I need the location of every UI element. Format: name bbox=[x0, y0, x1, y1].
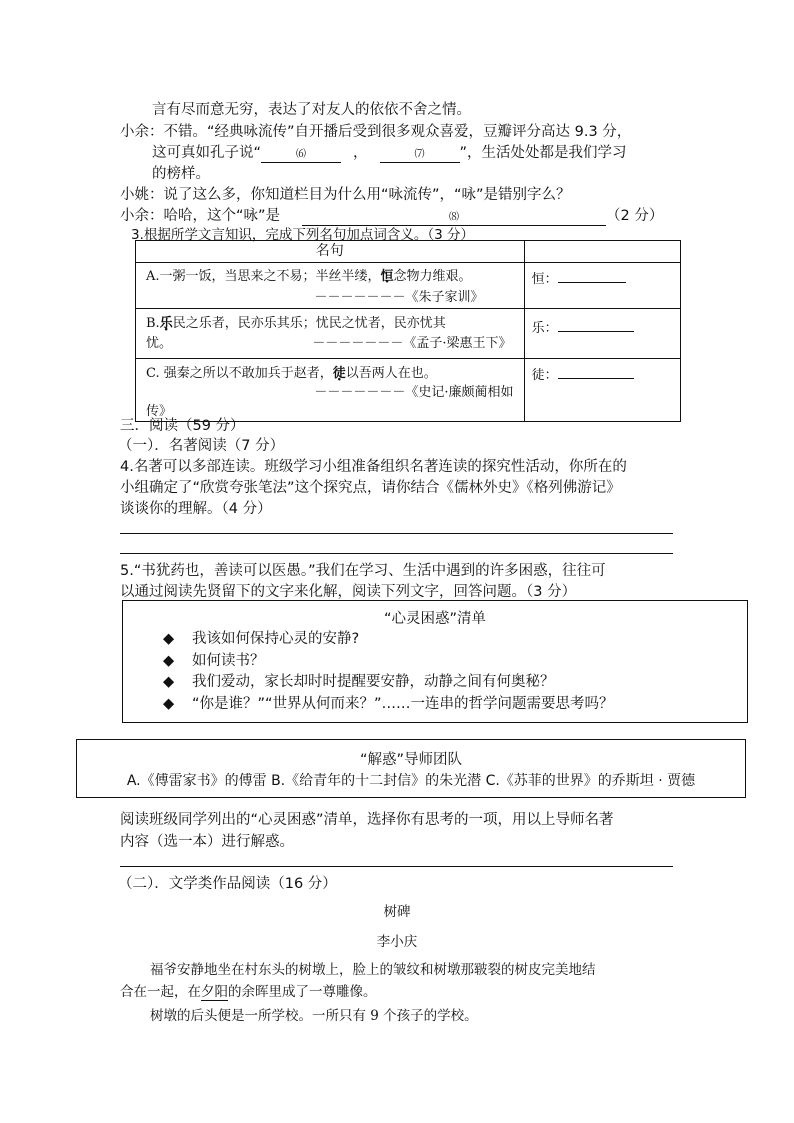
story-title: 树碑 bbox=[383, 904, 411, 920]
underlined-word: 夕阳 bbox=[201, 984, 228, 1000]
answer-cell bbox=[524, 263, 680, 309]
diamond-bullet-icon: ◆ bbox=[163, 674, 175, 690]
answer-cell bbox=[524, 309, 680, 359]
question-5-task: 阅读班级同学列出的“心灵困惑”清单，选择你有思考的一项，用以上导师名著 bbox=[120, 812, 614, 828]
question-3-table bbox=[135, 240, 681, 422]
section-heading: 三．阅读（59 分） bbox=[120, 418, 245, 434]
list-item bbox=[163, 629, 614, 651]
answer-blank-6[interactable]: ⑹ bbox=[261, 148, 341, 163]
table-row bbox=[136, 263, 525, 309]
text-fragment: 小余：哈哈，这个“咏”是 bbox=[120, 208, 281, 224]
quote-text: A.一粥一饭，当思来之不易；半丝半缕， bbox=[146, 269, 381, 284]
quote-source-cont: 传》 bbox=[146, 404, 173, 419]
question-3-title: 3.根据所学文言知识，完成下列名句加点词含义。（3 分） bbox=[131, 227, 475, 243]
list-item-text: 如何读书？ bbox=[192, 652, 265, 669]
diamond-bullet-icon: ◆ bbox=[163, 631, 175, 647]
list-item bbox=[163, 694, 614, 716]
dotted-word: 乐 bbox=[159, 316, 173, 331]
quote-source: －－－－－－－《孟子·梁惠王下》 bbox=[312, 336, 512, 351]
quote-source: －－－－－－－《史记·廉颇蔺相如 bbox=[314, 385, 514, 400]
answer-blank-7[interactable]: ⑺ bbox=[380, 148, 460, 163]
answer-line[interactable] bbox=[120, 533, 673, 534]
quote-text: 以吾两人在也。 bbox=[345, 366, 437, 381]
story-paragraph: 福爷安静地坐在村东头的树墩上，脸上的皱纹和树墩那皲裂的树皮完美地结 bbox=[150, 962, 596, 978]
quote-text: B. bbox=[146, 316, 160, 331]
text-fragment: 这可真如孔子说“ bbox=[152, 145, 262, 161]
box-title: “心灵困惑”清单 bbox=[383, 611, 487, 627]
dotted-word: 徒 bbox=[332, 366, 346, 381]
text-line: 的榜样。 bbox=[152, 166, 210, 182]
table-header: 名句 bbox=[136, 241, 525, 263]
answer-line[interactable] bbox=[120, 553, 673, 554]
text-fragment: 合在一起，在 bbox=[120, 984, 201, 1000]
table-row bbox=[136, 309, 525, 359]
answer-cell bbox=[524, 359, 680, 422]
answer-label: 徒： bbox=[531, 368, 558, 383]
diamond-bullet-icon: ◆ bbox=[163, 652, 175, 669]
dialogue-xiaoyu-1: 小余：不错。“经典咏流传”自开播后受到很多观众喜爱，豆瓣评分高达 9.3 分， bbox=[120, 124, 632, 140]
box-title: “解惑”导师团队 bbox=[359, 752, 463, 768]
story-author: 李小庆 bbox=[376, 934, 418, 950]
text-fragment: 的余晖里成了一尊雕像。 bbox=[228, 984, 377, 1000]
question-5-task: 内容（选一本）进行解惑。 bbox=[120, 834, 294, 850]
question-4: 4.名著可以多部连读。班级学习小组准备组织名著连读的探究性活动，你所在的 bbox=[120, 459, 627, 475]
subsection-heading: （二）．文学类作品阅读（16 分） bbox=[118, 876, 337, 892]
story-paragraph: 树墩的后头便是一所学校。一所只有 9 个孩子的学校。 bbox=[150, 1008, 478, 1024]
quote-text: C. 强秦之所以不敢加兵于赵者， bbox=[146, 366, 333, 381]
quote-text: 民之乐者，民亦乐其乐；忧民之忧者，民亦忧其 bbox=[172, 316, 446, 331]
quote-source: －－－－－－－《朱子家训》 bbox=[314, 290, 484, 305]
answer-label: 乐： bbox=[531, 321, 558, 336]
question-4: 小组确定了“欣赏夸张笔法”这个探究点，请你结合《儒林外史》《格列佛游记》 bbox=[120, 480, 621, 496]
answer-blank[interactable] bbox=[558, 282, 626, 283]
mentor-team-box bbox=[76, 739, 746, 798]
list-item-text: “你是谁？”“世界从何而来？”……一连串的哲学问题需要思考吗？ bbox=[192, 695, 614, 712]
confusion-list-box bbox=[122, 600, 748, 723]
question-5: 以通过阅读先贤留下的文字来化解，阅读下列文字，回答问题。（3 分） bbox=[120, 584, 577, 600]
answer-line[interactable] bbox=[120, 866, 673, 867]
text-fragment: （2 分） bbox=[606, 208, 664, 224]
answer-blank[interactable] bbox=[558, 331, 634, 332]
list-item-text: 我该如何保持心灵的安静? bbox=[192, 631, 360, 647]
list-item bbox=[163, 651, 614, 673]
text-fragment: ”，生活处处都是我们学习 bbox=[459, 145, 627, 161]
dialogue-xiaoyu-1b bbox=[152, 141, 627, 163]
list-item-text: 我们爱动，家长却时时提醒要安静，动静之间有何奥秘？ bbox=[192, 674, 555, 690]
table-header-empty bbox=[524, 241, 680, 263]
answer-blank[interactable] bbox=[558, 378, 634, 379]
quote-text: 忧。 bbox=[146, 336, 173, 351]
mentor-list: A.《傅雷家书》的傅雷 B.《给青年的十二封信》的朱光潜 C.《苏菲的世界》的乔斯坦 · 贾德 bbox=[126, 773, 696, 789]
table-row bbox=[136, 359, 525, 422]
answer-blank-8[interactable]: ⑻ bbox=[302, 211, 606, 226]
subsection-heading: （一）．名著阅读（7 分） bbox=[118, 438, 285, 454]
dialogue-xiaoyao: 小姚：说了这么多，你知道栏目为什么用“咏流传”，“咏”是错别字么？ bbox=[120, 187, 571, 203]
diamond-bullet-icon: ◆ bbox=[163, 695, 175, 712]
text-fragment: ， bbox=[353, 145, 368, 161]
list-item bbox=[163, 672, 614, 694]
dotted-word: 恒 bbox=[380, 269, 394, 284]
question-4: 谈谈你的理解。（4 分） bbox=[120, 501, 272, 517]
quote-text: 念物力维艰。 bbox=[393, 269, 472, 284]
answer-label: 恒： bbox=[531, 272, 558, 287]
text-line: 言有尽而意无穷，表达了对友人的依依不舍之情。 bbox=[152, 102, 471, 118]
story-paragraph bbox=[120, 980, 377, 1000]
question-5: 5.“书犹药也，善读可以医愚。”我们在学习、生活中遇到的许多困惑，往往可 bbox=[120, 563, 606, 579]
